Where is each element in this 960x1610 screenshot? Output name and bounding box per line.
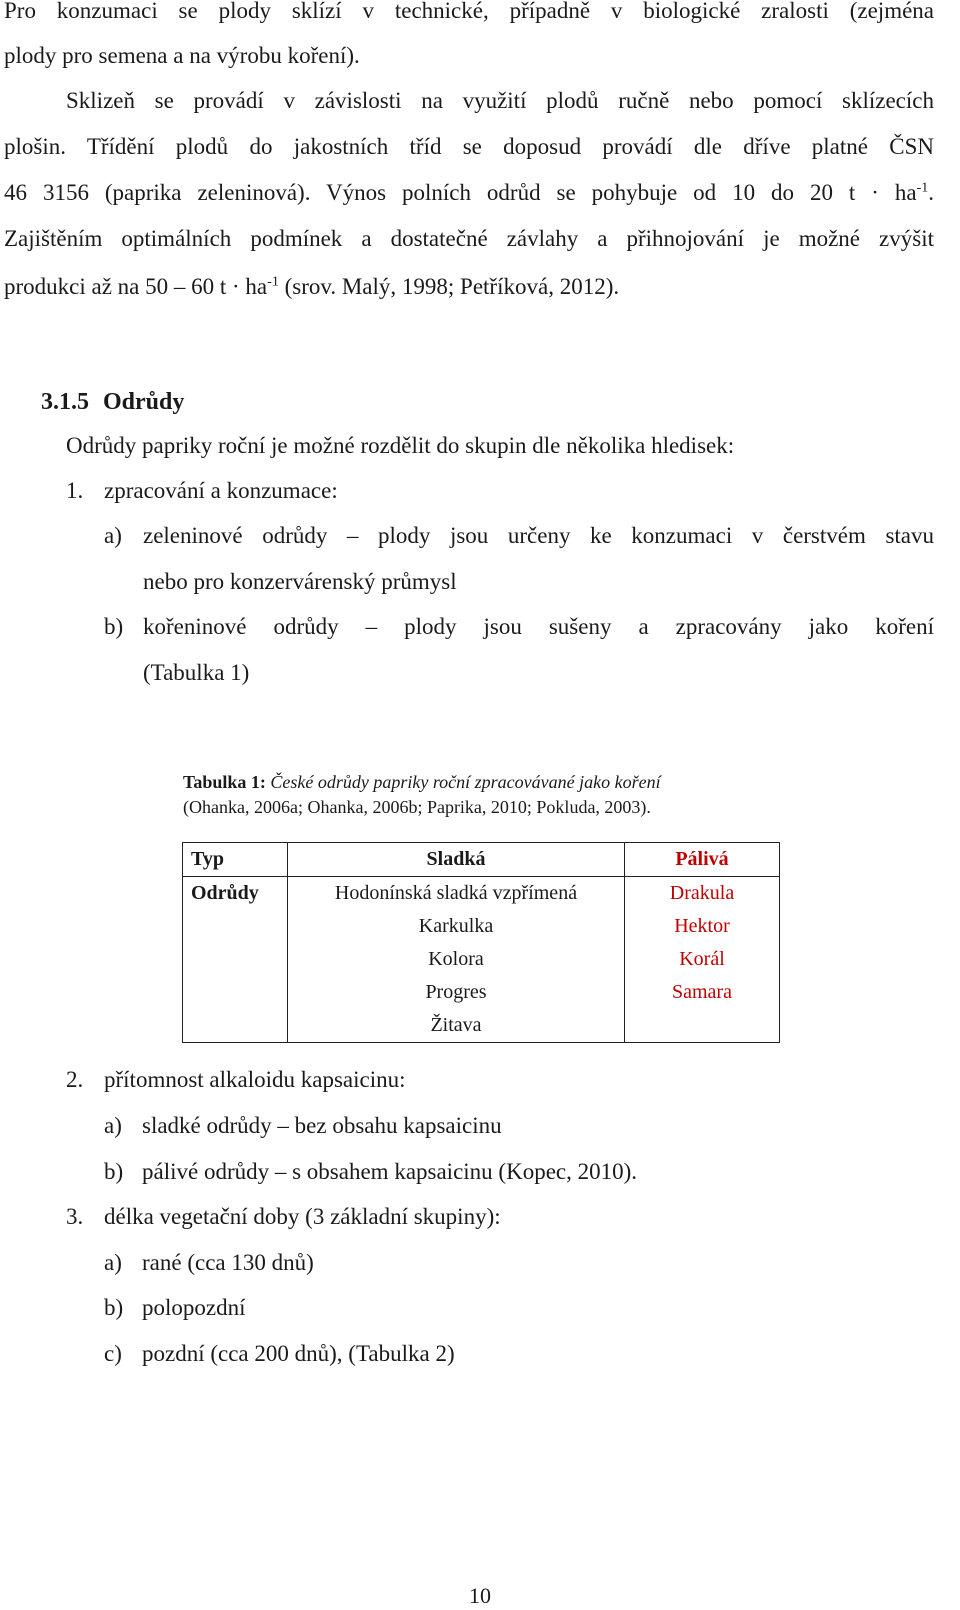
header-sweet: Sladká [288,843,625,877]
list-item-1 [66,468,338,514]
list-marker: a) [104,1113,122,1138]
list-marker: b) [104,1159,124,1184]
list-marker: b) [104,1295,124,1320]
intro-line-6: Zajištěním optimálních podmínek a dostatečné závlahy a přihnojování je možné zvýšit [4,226,934,251]
hot-variety: Drakula [625,877,780,911]
table-caption [183,770,783,820]
list-item-3 [66,1194,501,1240]
empty-cell [183,910,288,943]
list-item-3a [104,1240,314,1286]
intro-line-7-text: produkci až na 50 – 60 t · ha [4,274,268,299]
hot-variety: Samara [625,976,780,1009]
page-number: 10 [469,1583,491,1608]
list-text: polopozdní [142,1295,246,1320]
sweet-variety: Karkulka [288,910,625,943]
sweet-variety: Žitava [288,1009,625,1043]
sweet-variety: Progres [288,976,625,1009]
empty-cell [183,1009,288,1043]
sweet-variety: Hodonínská sladká vzpřímená [288,877,625,911]
superscript: -1 [916,180,929,196]
table-row [183,910,780,943]
intro-line-5-text: 46 3156 (paprika zeleninová). Výnos polních odrůd se pohybuje od 10 do 20 t · ha [4,180,917,205]
header-hot: Pálivá [625,843,780,877]
intro-line-5 [4,170,934,216]
intro-line-1: Pro konzumaci se plody sklízí v technické, případně v biologické zralosti (zejména [4,0,934,23]
table-row [183,877,780,911]
varieties-table [182,842,780,1043]
intro-line-7-end: (srov. Malý, 1998; Petříková, 2012). [278,274,620,299]
list-item-1a-line-1: zeleninové odrůdy – plody jsou určeny ke konzumaci v čerstvém stavu [143,523,934,548]
list-item-1a-marker: a) [104,523,122,548]
list-text: sladké odrůdy – bez obsahu kapsaicinu [142,1113,502,1138]
intro-line-2: plody pro semena a na výrobu koření). [4,43,360,68]
list-item-3b [104,1285,246,1331]
intro-line-5-end: . [928,180,934,205]
list-item-1b-line-2: (Tabulka 1) [143,660,250,685]
list-item-1b-marker: b) [104,614,124,639]
list-item-3c [104,1331,455,1377]
hot-variety: Hektor [625,910,780,943]
superscript: -1 [267,274,279,290]
list-item-1a-line-2: nebo pro konzervárenský průmysl [143,569,457,594]
table-row [183,943,780,976]
list-item-2b [104,1149,637,1195]
table-row [183,976,780,1009]
intro-line-4: plošin. Třídění plodů do jakostních tříd se doposud provádí dle dříve platné ČSN [4,134,934,159]
list-item-2a [104,1103,502,1149]
row-label: Odrůdy [183,877,288,911]
header-type: Typ [183,843,288,877]
intro-line-7 [4,264,934,310]
caption-source: (Ohanka, 2006a; Ohanka, 2006b; Paprika, 2010; Pokluda, 2003). [183,797,651,817]
section-title: Odrůdy [103,389,185,415]
list-marker: c) [104,1341,122,1366]
list-item-1b-line-1: kořeninové odrůdy – plody jsou sušeny a zpracovány jako koření [143,614,934,639]
list-number: 1. [66,478,84,503]
list-text: délka vegetační doby (3 základní skupiny): [104,1204,501,1229]
intro-line-3: Sklizeň se provádí v závislosti na využití plodů ručně nebo pomocí sklízecích [66,88,934,113]
caption-title: České odrůdy papriky roční zpracovávané jako koření [270,772,661,792]
list-text: zpracování a konzumace: [104,478,338,503]
caption-label: Tabulka 1: [183,772,266,792]
section-heading [41,387,184,417]
list-item-2 [66,1057,406,1103]
list-number: 3. [66,1204,84,1229]
empty-cell [183,976,288,1009]
table-header-row [183,843,780,877]
list-number: 2. [66,1067,84,1092]
section-number: 3.1.5 [41,389,89,415]
list-text: rané (cca 130 dnů) [142,1250,314,1275]
list-marker: a) [104,1250,122,1275]
list-text: pozdní (cca 200 dnů), (Tabulka 2) [142,1341,455,1366]
list-text: přítomnost alkaloidu kapsaicinu: [104,1067,406,1092]
section-lead: Odrůdy papriky roční je možné rozdělit do skupin dle několika hledisek: [66,433,735,458]
hot-variety [625,1009,780,1043]
list-text: pálivé odrůdy – s obsahem kapsaicinu (Kopec, 2010). [142,1159,638,1184]
empty-cell [183,943,288,976]
hot-variety: Korál [625,943,780,976]
sweet-variety: Kolora [288,943,625,976]
table-row [183,1009,780,1043]
